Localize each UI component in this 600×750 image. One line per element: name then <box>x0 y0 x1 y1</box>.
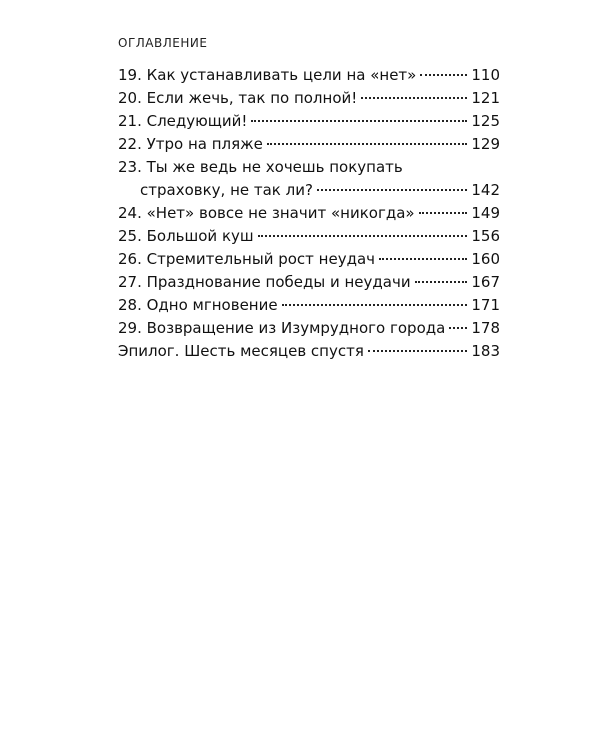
dot-leader <box>361 97 467 99</box>
toc-entry-title: 22. Утро на пляже <box>118 135 263 153</box>
dot-leader <box>379 258 467 260</box>
toc-page-number: 142 <box>471 181 500 199</box>
toc-entry-title: 28. Одно мгновение <box>118 296 278 314</box>
toc-entry-27 <box>118 271 500 294</box>
toc-entry-26 <box>118 248 500 271</box>
toc-page-number: 129 <box>471 135 500 153</box>
dot-leader <box>419 212 468 214</box>
toc-entry-19 <box>118 64 500 87</box>
dot-leader <box>449 327 467 329</box>
toc-entry-29 <box>118 317 500 340</box>
toc-page-number: 125 <box>471 112 500 130</box>
toc-entry-title: 29. Возвращение из Изумрудного города <box>118 319 446 337</box>
toc-page-number: 160 <box>471 250 500 268</box>
toc-page-number: 171 <box>471 296 500 314</box>
dot-leader <box>415 281 468 283</box>
dot-leader <box>267 143 467 145</box>
toc-entry-28 <box>118 294 500 317</box>
toc-entry-24 <box>118 202 500 225</box>
toc-page-number: 183 <box>471 342 500 360</box>
dot-leader <box>420 74 467 76</box>
toc-entry-title-line1: 23. Ты же ведь не хочешь покупать <box>118 158 403 176</box>
toc-page-number: 167 <box>471 273 500 291</box>
toc-entry-title: 21. Следующий! <box>118 112 248 130</box>
toc-entry-title: 25. Большой куш <box>118 227 254 245</box>
dot-leader <box>282 304 468 306</box>
toc-entry-epilogue <box>118 340 500 363</box>
toc-page-number: 149 <box>471 204 500 222</box>
running-head: ОГЛАВЛЕНИЕ <box>118 36 208 50</box>
table-of-contents <box>118 64 500 363</box>
dot-leader <box>317 189 467 191</box>
dot-leader <box>368 350 467 352</box>
toc-entry-22 <box>118 133 500 156</box>
toc-page-number: 178 <box>471 319 500 337</box>
toc-entry-title-line2: страховку, не так ли? <box>140 181 313 199</box>
toc-page-number: 156 <box>471 227 500 245</box>
toc-entry-23 <box>118 156 500 202</box>
toc-entry-title: 24. «Нет» вовсе не значит «никогда» <box>118 204 415 222</box>
toc-entry-title: 20. Если жечь, так по полной! <box>118 89 358 107</box>
toc-entry-20 <box>118 87 500 110</box>
toc-entry-title: 19. Как устанавливать цели на «нет» <box>118 66 417 84</box>
toc-entry-title: Эпилог. Шесть месяцев спустя <box>118 342 364 360</box>
toc-entry-title: 26. Стремительный рост неудач <box>118 250 375 268</box>
toc-entry-title: 27. Празднование победы и неудачи <box>118 273 411 291</box>
dot-leader <box>258 235 468 237</box>
dot-leader <box>251 120 467 122</box>
toc-page-number: 110 <box>471 66 500 84</box>
toc-entry-25 <box>118 225 500 248</box>
toc-entry-21 <box>118 110 500 133</box>
toc-page-number: 121 <box>471 89 500 107</box>
